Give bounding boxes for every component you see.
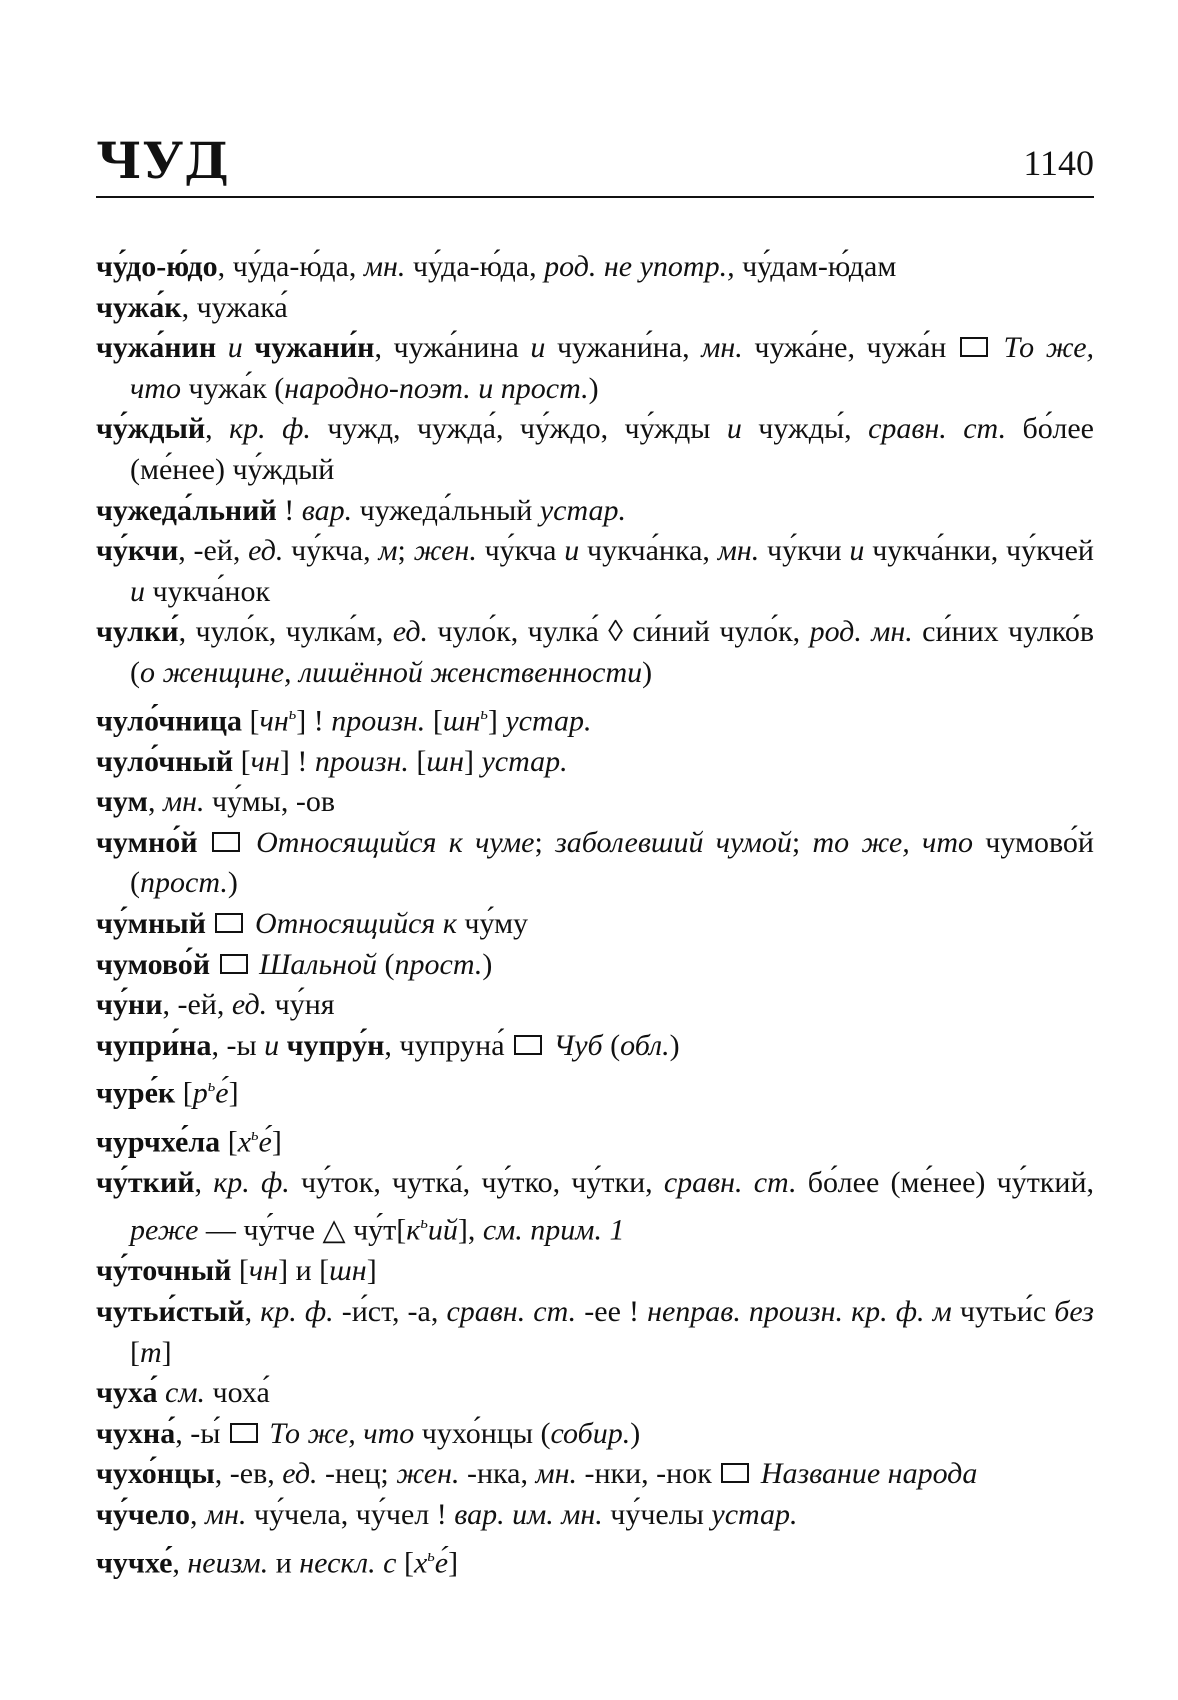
definition-box-icon: [721, 1463, 749, 1483]
dictionary-entry: [96, 1536, 1094, 1584]
entry-text: и: [268, 1546, 300, 1580]
grammar-note: заболевший чумой: [555, 825, 792, 859]
entry-text: -нка,: [459, 1457, 536, 1491]
grammar-note: сравн. ст.: [446, 1295, 577, 1329]
grammar-note: устар.: [481, 744, 568, 778]
entry-text: чукча́нки, чу́кчей: [864, 534, 1094, 568]
headword: чуло́чный: [96, 744, 234, 778]
dictionary-entry: [96, 328, 1094, 409]
entry-list: [96, 247, 1094, 1584]
entry-text: [: [408, 744, 427, 778]
entry-text: чу́кча,: [283, 534, 379, 568]
entry-text: [198, 826, 210, 859]
dictionary-entry: [96, 945, 1094, 986]
headword: чум: [96, 785, 148, 819]
grammar-note: е́: [434, 1546, 449, 1580]
grammar-note: и: [227, 331, 243, 365]
grammar-note: м: [378, 534, 398, 568]
grammar-note: кр. ф.: [213, 1165, 290, 1199]
soft-sign-mark: ь: [207, 1076, 216, 1096]
entry-text: чутьи́с: [951, 1295, 1055, 1329]
soft-sign-mark: ь: [427, 1545, 435, 1565]
headword: чуло́чница: [96, 704, 243, 738]
entry-text: ,: [147, 785, 163, 819]
entry-text: ): [669, 1028, 680, 1062]
dictionary-entry: [96, 531, 1094, 612]
grammar-note: произн.: [314, 744, 409, 778]
grammar-note: х: [237, 1125, 252, 1159]
headword: чумово́й: [96, 947, 211, 981]
entry-text: ,: [194, 1165, 214, 1199]
entry-text: -и́ст, -а,: [333, 1295, 447, 1329]
grammar-note: жен.: [413, 534, 477, 568]
dictionary-entry: [96, 985, 1094, 1026]
dictionary-entry: [96, 823, 1094, 904]
entry-text: бо́лее (ме́нее) чу́ткий,: [796, 1165, 1094, 1199]
entry-text: (: [377, 947, 395, 981]
entry-text: , чужака́: [181, 290, 288, 324]
headword: чужани́н: [254, 331, 375, 365]
headword: чупру́н: [286, 1028, 385, 1062]
grammar-note: и: [564, 534, 580, 568]
entry-text: , чужа́нина: [374, 331, 531, 365]
entry-text: чу́дам-ю́дам: [734, 250, 897, 283]
grammar-note: род. не употр.,: [544, 250, 735, 283]
entry-text: [206, 907, 214, 940]
entry-text: ]: [463, 744, 482, 778]
entry-text: чукча́нок: [145, 574, 271, 608]
entry-text: чу́да-ю́да,: [405, 250, 545, 283]
grammar-note: шн: [426, 744, 464, 778]
entry-text: — чу́тче △ чу́т[: [198, 1213, 407, 1247]
headword: чу́кчи: [96, 534, 179, 568]
dictionary-entry: [96, 1251, 1094, 1292]
grammar-note: мн.: [717, 534, 760, 568]
grammar-note: прост.: [394, 947, 483, 981]
entry-text: ]: [228, 1076, 239, 1110]
entry-text: -ее !: [576, 1295, 648, 1329]
grammar-note: неправ. произн. кр. ф. м: [647, 1295, 952, 1329]
dictionary-entry: [96, 1066, 1094, 1114]
grammar-note: о женщине, лишённой женственности: [140, 655, 643, 689]
grammar-note: род. мн.: [809, 615, 913, 649]
grammar-note: е́: [258, 1125, 272, 1159]
grammar-note: жен.: [396, 1457, 460, 1491]
grammar-note: и: [849, 534, 865, 568]
grammar-note: кр. ф.: [260, 1295, 334, 1329]
entry-text: чу́кчи: [759, 534, 850, 568]
entry-text: чужа́не, чужа́н: [742, 331, 958, 365]
dictionary-entry: [96, 904, 1094, 945]
entry-text: [216, 331, 228, 364]
entry-text: чу́чела, чу́чел !: [246, 1498, 455, 1531]
grammar-note: ед.: [282, 1457, 318, 1491]
entry-text: ,: [244, 1295, 261, 1329]
grammar-note: мн.: [535, 1457, 577, 1491]
grammar-note: народно-поэт. и прост.: [284, 371, 589, 405]
entry-text: -нки, -нок: [577, 1457, 720, 1491]
entry-text: [: [233, 744, 251, 778]
soft-sign-mark: ь: [251, 1124, 259, 1144]
grammar-note: без: [1054, 1295, 1094, 1329]
headword: чу́ни: [96, 988, 163, 1022]
grammar-note: устар.: [711, 1498, 798, 1531]
dictionary-entry: [96, 782, 1094, 823]
entry-text: , -ы: [211, 1028, 265, 1062]
entry-text: , чу́да-ю́да,: [217, 250, 364, 283]
entry-text: !: [276, 493, 302, 527]
grammar-note: сравн. ст.: [868, 412, 1007, 446]
headword: чужа́нин: [96, 331, 217, 365]
entry-text: ): [227, 866, 238, 900]
grammar-note: чн: [248, 1254, 279, 1288]
entry-text: ): [588, 371, 599, 405]
grammar-note: и: [264, 1028, 280, 1062]
grammar-note: неизм.: [187, 1546, 269, 1580]
headword: чуре́к: [96, 1076, 176, 1110]
headword: чупри́на: [96, 1028, 212, 1062]
dictionary-entry: [96, 1163, 1094, 1252]
definition-box-icon: [220, 954, 248, 974]
grammar-note: см. прим. 1: [482, 1213, 625, 1247]
dictionary-entry: [96, 1414, 1094, 1455]
dictionary-entry: [96, 288, 1094, 329]
entry-text: ;: [534, 825, 556, 859]
entry-text: ]: [161, 1335, 172, 1369]
entry-text: чужа́к (: [180, 371, 285, 405]
entry-text: [: [231, 1254, 249, 1288]
headword: чуха́: [96, 1376, 158, 1410]
entry-text: ): [630, 1416, 641, 1450]
entry-text: чу́челы: [602, 1498, 712, 1531]
entry-text: чу́му: [456, 907, 529, 941]
entry-text: [279, 1029, 287, 1062]
definition-box-icon: [514, 1035, 542, 1055]
entry-text: (: [602, 1028, 621, 1062]
headword: чу́ткий: [96, 1165, 195, 1199]
grammar-note: устар.: [539, 493, 627, 527]
grammar-note: вар. им. мн.: [454, 1498, 603, 1531]
grammar-note: сравн. ст.: [663, 1165, 797, 1199]
grammar-note: мн.: [363, 250, 406, 283]
headword: чулки́: [96, 615, 179, 649]
entry-text: чуло́к, чулка́ ◊ си́ний чуло́к,: [428, 615, 810, 649]
dictionary-entry: [96, 612, 1094, 693]
dictionary-entry: [96, 1292, 1094, 1373]
grammar-note: чн: [259, 704, 289, 738]
definition-box-icon: [215, 913, 243, 933]
headword: чу́мный: [96, 907, 206, 941]
entry-text: си́них чулко́в (: [130, 615, 1095, 689]
entry-text: чужеда́льный: [352, 493, 540, 527]
headword: чужеда́льний: [96, 493, 277, 527]
grammar-note: обл.: [620, 1028, 670, 1062]
grammar-note: прост.: [140, 866, 228, 900]
entry-text: ): [482, 947, 493, 981]
entry-text: , чупруна́: [384, 1028, 513, 1062]
soft-sign-mark: ь: [480, 703, 488, 723]
entry-text: ]: [487, 704, 506, 738]
entry-text: чужд, чужда́, чу́ждо, чу́жды: [310, 412, 727, 446]
dictionary-entry: [96, 1495, 1094, 1536]
grammar-note: шн: [329, 1254, 367, 1288]
entry-text: чу́мы, -ов: [204, 785, 335, 819]
entry-text: ]: [366, 1254, 377, 1288]
headword: чухо́нцы: [96, 1457, 215, 1491]
grammar-note: то же, что: [812, 825, 974, 859]
grammar-note: мн.: [204, 1498, 247, 1531]
headword: чу́чело: [96, 1498, 190, 1531]
definition-box-icon: [212, 832, 240, 852]
dictionary-entry: [96, 247, 1094, 288]
grammar-note: нескл. с: [299, 1546, 397, 1580]
grammar-note: Относящийся к чуме: [243, 825, 535, 859]
dictionary-entry: [96, 409, 1094, 490]
page-number: 1140: [1023, 143, 1094, 183]
guide-word: ЧУД: [96, 131, 230, 190]
entry-text: [: [220, 1125, 238, 1159]
entry-text: чухо́нцы (: [414, 1416, 551, 1450]
grammar-note: и: [130, 574, 145, 608]
entry-text: бо́лее (ме́нее) чу́ждый: [130, 412, 1094, 486]
grammar-note: реже: [130, 1213, 199, 1247]
entry-text: ],: [457, 1213, 483, 1247]
grammar-note: кр. ф.: [229, 412, 311, 446]
page-header: [96, 128, 1094, 194]
headword: чучхе́: [96, 1546, 173, 1580]
entry-text: чужани́на,: [545, 331, 702, 365]
entry-text: ] !: [296, 704, 332, 738]
grammar-note: произн.: [331, 704, 426, 738]
headword: чутьи́стый: [96, 1295, 245, 1329]
entry-text: [158, 1376, 166, 1409]
headword: чу́точный: [96, 1254, 232, 1288]
grammar-note: ед.: [231, 988, 268, 1022]
grammar-note: мн.: [162, 785, 205, 819]
entry-text: [210, 948, 218, 981]
grammar-note: см.: [165, 1376, 205, 1410]
entry-text: ] !: [279, 744, 315, 778]
entry-text: ;: [791, 825, 813, 859]
entry-text: чу́кча: [476, 534, 565, 568]
headword: чужа́к: [96, 290, 182, 324]
grammar-note: Шальной: [251, 947, 378, 981]
grammar-note: вар.: [301, 493, 353, 527]
grammar-note: р: [192, 1076, 208, 1110]
grammar-note: шн: [442, 704, 481, 738]
entry-text: [: [425, 704, 443, 738]
entry-text: ,: [205, 412, 230, 446]
dictionary-entry: [96, 1115, 1094, 1163]
entry-text: [: [175, 1076, 193, 1110]
headword: чухна́: [96, 1416, 176, 1450]
grammar-note: чн: [250, 744, 280, 778]
entry-text: ): [642, 655, 653, 689]
definition-box-icon: [960, 337, 988, 357]
entry-text: ] и [: [278, 1254, 330, 1288]
dictionary-entry: [96, 1454, 1094, 1495]
entry-text: ]: [271, 1125, 282, 1159]
grammar-note: х: [413, 1546, 428, 1580]
grammar-note: То же, что: [130, 331, 1095, 405]
grammar-note: ед.: [248, 534, 284, 568]
grammar-note: ий: [427, 1213, 458, 1247]
grammar-note: т: [140, 1335, 162, 1369]
entry-text: ]: [448, 1546, 459, 1580]
entry-text: [: [396, 1546, 414, 1580]
entry-text: [243, 331, 255, 364]
entry-text: чоха́: [205, 1376, 270, 1410]
header-rule: [96, 196, 1094, 198]
grammar-note: ед.: [392, 615, 428, 649]
headword: чумно́й: [96, 825, 198, 859]
entry-text: , -ей,: [178, 534, 249, 568]
entry-text: чу́ток, чутка́, чу́тко, чу́тки,: [289, 1165, 664, 1199]
grammar-note: мн.: [701, 331, 743, 365]
entry-text: -нец;: [317, 1457, 397, 1491]
entry-text: , чуло́к, чулка́м,: [178, 615, 393, 649]
dictionary-entry: [96, 491, 1094, 532]
entry-text: чужды́,: [741, 412, 869, 446]
headword: чу́до-ю́до: [96, 250, 218, 283]
grammar-note: к: [406, 1213, 421, 1247]
headword: чу́ждый: [96, 412, 206, 446]
headword: чурчхе́ла: [96, 1125, 221, 1159]
soft-sign-mark: ь: [420, 1213, 428, 1233]
grammar-note: устар.: [505, 704, 592, 738]
grammar-note: Относящийся к: [247, 907, 457, 941]
entry-text: ,: [172, 1546, 188, 1580]
grammar-note: е́: [215, 1076, 229, 1110]
grammar-note: и: [530, 331, 546, 365]
entry-text: [: [242, 704, 260, 738]
grammar-note: собир.: [550, 1416, 631, 1450]
entry-text: ,: [189, 1498, 205, 1531]
soft-sign-mark: ь: [288, 703, 297, 723]
dictionary-entry: [96, 742, 1094, 783]
dictionary-entry: [96, 694, 1094, 742]
dictionary-entry: [96, 1026, 1094, 1067]
grammar-note: То же, что: [261, 1416, 415, 1450]
grammar-note: Чуб: [546, 1028, 603, 1062]
entry-text: чумово́й (: [130, 825, 1094, 900]
entry-text: , -ы́: [175, 1416, 228, 1450]
grammar-note: и: [726, 412, 742, 446]
entry-text: чукча́нка,: [579, 534, 718, 568]
entry-text: ;: [397, 534, 414, 568]
entry-text: [: [130, 1335, 140, 1369]
entry-text: чу́ня: [267, 988, 335, 1022]
entry-text: , -ев,: [214, 1457, 283, 1491]
entry-text: , -ей,: [162, 988, 232, 1022]
grammar-note: Название народа: [753, 1457, 978, 1491]
definition-box-icon: [230, 1423, 258, 1443]
dictionary-entry: [96, 1373, 1094, 1414]
